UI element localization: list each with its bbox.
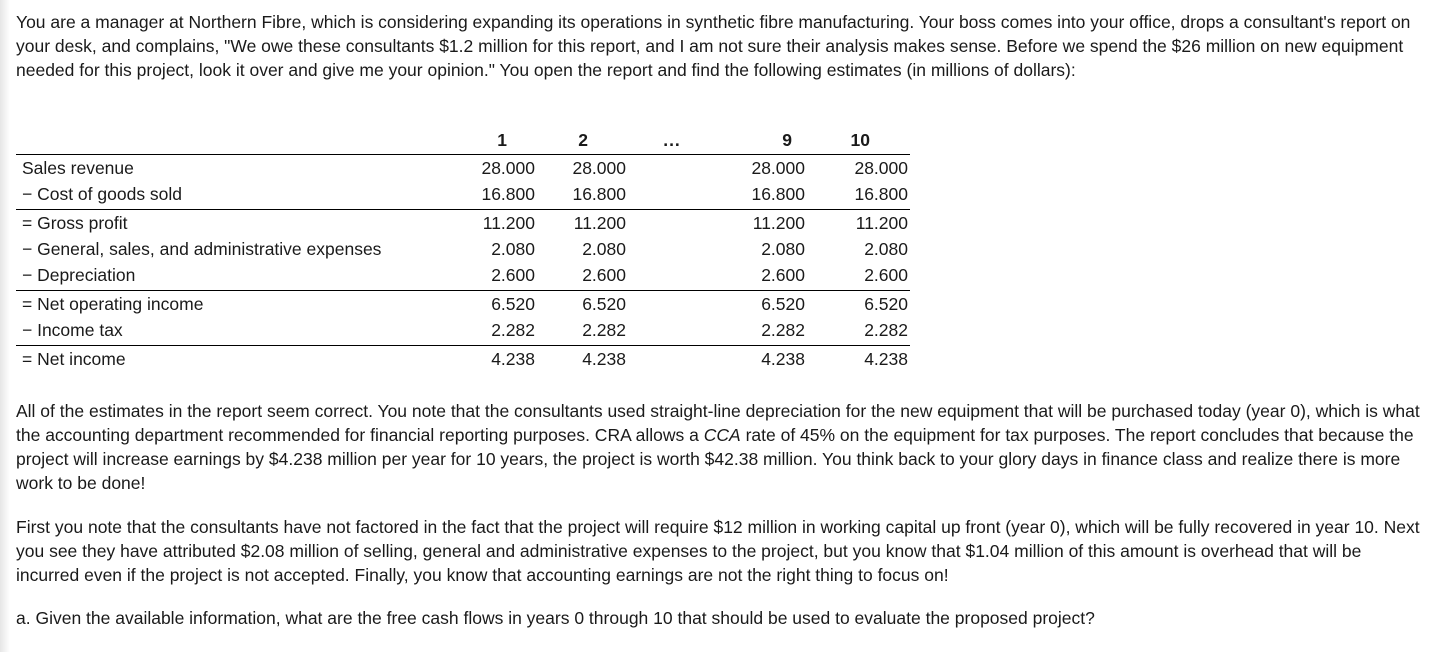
adjustments-paragraph: First you note that the consultants have not factored in the fact that the project will require $12 million in working capital up front (year 0), which will be fully recovered in year 10. Next you see they have attributed $2.08 million of selling, general and administrative expenses to the project, but you know that $1.04 million of this amount is overhead that will be incurred even if the project is not accepted. Finally, you know that accounting earnings are not the right thing to focus on!: [16, 517, 1420, 585]
value-year-1: 2.080: [491, 239, 535, 259]
value-year-9: 2.600: [761, 265, 805, 285]
value-year-1: 2.282: [491, 320, 535, 340]
year-header-10: 10: [850, 130, 870, 150]
value-year-2: 2.600: [582, 265, 626, 285]
value-year-10: 28.000: [854, 158, 908, 178]
value-year-1: 4.238: [491, 349, 535, 369]
row-label: Sales revenue: [22, 158, 134, 178]
table-row-depreciation: [16, 262, 910, 288]
value-year-10: 4.238: [864, 349, 908, 369]
value-year-2: 6.520: [582, 294, 626, 314]
row-label: − Income tax: [22, 320, 123, 340]
table-row-net-operating-income: [16, 290, 910, 317]
value-year-9: 16.800: [751, 184, 805, 204]
value-year-2: 4.238: [582, 349, 626, 369]
row-label: = Gross profit: [22, 213, 128, 233]
value-year-1: 28.000: [481, 158, 535, 178]
value-year-2: 28.000: [572, 158, 626, 178]
table-row-net-income: [16, 345, 910, 372]
table-row-gross-profit: [16, 209, 910, 236]
table-row-income-tax: [16, 317, 910, 343]
value-year-2: 16.800: [572, 184, 626, 204]
value-year-1: 6.520: [491, 294, 535, 314]
value-year-10: 16.800: [854, 184, 908, 204]
value-year-1: 16.800: [481, 184, 535, 204]
value-year-9: 4.238: [761, 349, 805, 369]
value-year-2: 11.200: [573, 213, 626, 233]
row-label: = Net operating income: [22, 294, 204, 314]
value-year-10: 11.200: [855, 213, 908, 233]
table-row-sales-revenue: [16, 154, 910, 181]
year-header-ellipsis: ...: [663, 130, 681, 150]
value-year-9: 2.080: [761, 239, 805, 259]
row-label: − General, sales, and administrative expenses: [22, 239, 382, 259]
table-row-gsa-expenses: [16, 236, 910, 262]
intro-paragraph: You are a manager at Northern Fibre, which is considering expanding its operations in synthetic fibre manufacturing. Your boss comes into your office, drops a consultant's report on your desk, and complains, "We owe these consultants $1.2 million for this report, and I am not sure their analysis makes sense. Before we spend the $26 million on new equipment needed for this project, look it over and give me your opinion." You open the report and find the following estimates (in millions of dollars):: [16, 12, 1411, 80]
table-header-row: [16, 126, 910, 154]
value-year-1: 2.600: [491, 265, 535, 285]
value-year-10: 2.080: [864, 239, 908, 259]
year-header-1: 1: [497, 130, 507, 150]
table-row-cost-of-goods-sold: [16, 181, 910, 207]
value-year-10: 2.600: [864, 265, 908, 285]
value-year-10: 2.282: [864, 320, 908, 340]
page-edge-shadow: [0, 0, 10, 652]
value-year-2: 2.282: [582, 320, 626, 340]
row-label: − Cost of goods sold: [22, 184, 183, 204]
value-year-9: 2.282: [761, 320, 805, 340]
consultant-report-table: [16, 126, 910, 372]
year-header-9: 9: [782, 130, 792, 150]
row-label: − Depreciation: [22, 265, 136, 285]
question-a: a. Given the available information, what are the free cash flows in years 0 through 10 that should be used to evaluate the proposed project?: [16, 608, 1095, 628]
analysis-paragraph: All of the estimates in the report seem correct. You note that the consultants used straight-line depreciation for the new equipment that will be purchased today (year 0), which is what the accounting department recommended for financial reporting purposes. CRA allows a CCA rate of 45% on the equipment for tax purposes. The report concludes that because the project will increase earnings by $4.238 million per year for 10 years, the project is worth $42.38 million. You think back to your glory days in finance class and realize there is more work to be done!: [16, 401, 1420, 493]
value-year-9: 28.000: [751, 158, 805, 178]
value-year-1: 11.200: [482, 213, 535, 233]
value-year-9: 11.200: [752, 213, 805, 233]
row-label: = Net income: [22, 349, 126, 369]
value-year-2: 2.080: [582, 239, 626, 259]
value-year-9: 6.520: [761, 294, 805, 314]
value-year-10: 6.520: [864, 294, 908, 314]
year-header-2: 2: [578, 130, 588, 150]
